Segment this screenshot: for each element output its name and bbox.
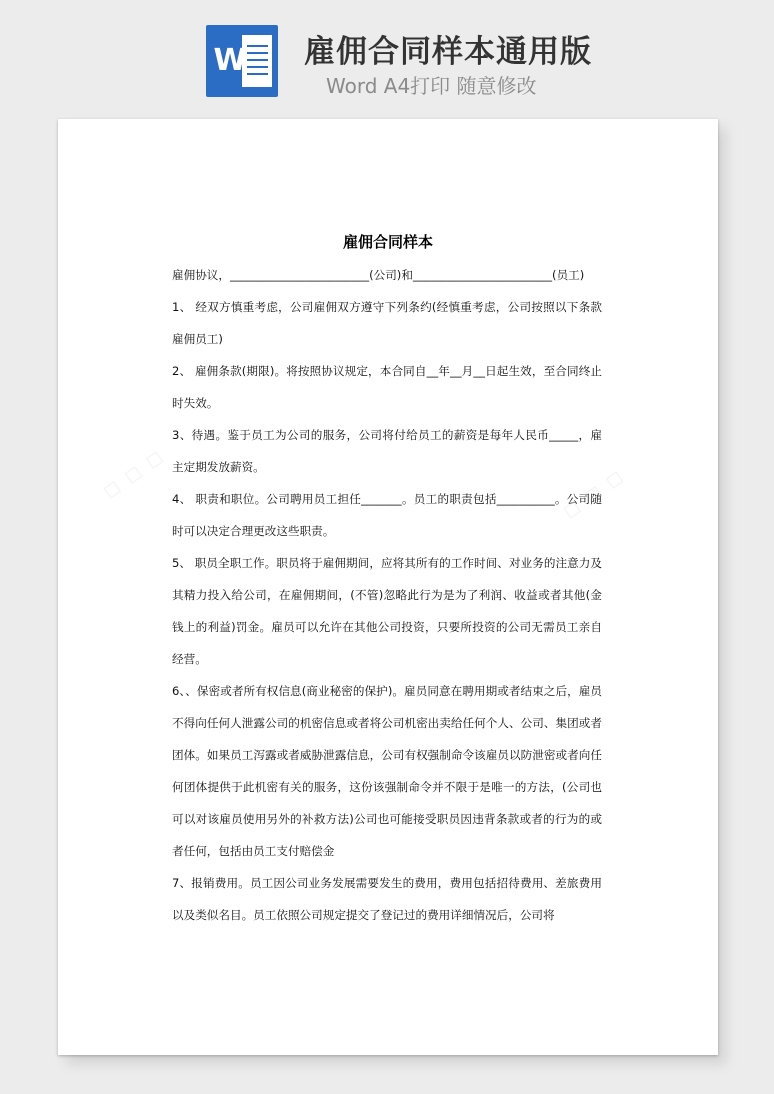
paragraph: 1、 经双方慎重考虑，公司雇佣双方遵守下列条约(经慎重考虑，公司按照以下条款雇佣员工) (172, 300, 602, 346)
word-icon (206, 25, 278, 97)
paragraph: 3、待遇。鉴于员工为公司的服务，公司将付给员工的薪资是每年人民币_____，雇主定期发放薪资。 (172, 428, 602, 474)
document-page (58, 119, 718, 1055)
word-icon-letter: W (213, 43, 247, 78)
document-title: 雇佣合同样本 (342, 233, 433, 251)
header-title: 雇佣合同样本通用版 (304, 34, 592, 70)
paragraph: 6、、保密或者所有权信息(商业秘密的保护)。雇员同意在聘用期或者结束之后，雇员不得向任何人泄露公司的机密信息或者将公司机密出卖给任何个人、公司、集团或者团体。如果员工泻露或者威胁泄露信息，公司有权强制命令该雇员以防泄密或者向任何团体提供于此机密有关的服务，这份该强制命令并不限于是唯一的方法，(公司也可以对该雇员使用另外的补救方法)公司也可能接受职员因违背条款或者的行为的或者任何，包括由员工支付赔偿金 (172, 684, 602, 858)
paragraph: 5、 职员全职工作。职员将于雇佣期间，应将其所有的工作时间、对业务的注意力及其精力投入给公司，在雇佣期间，(不管)忽略此行为是为了利润、收益或者其他(金钱上的利益)罚金。雇员可以允许在其他公司投资，只要所投资的公司无需员工亲自经营。 (172, 556, 602, 666)
header (0, 0, 774, 110)
header-subtitle: Word A4打印 随意修改 (326, 74, 537, 98)
paragraph: 7、报销费用。员工因公司业务发展需要发生的费用，费用包括招待费用、差旅费用以及类似名目。员工依照公司规定提交了登记过的费用详细情况后，公司将 (172, 876, 602, 922)
watermark (96, 442, 170, 506)
paragraph: 2、 雇佣条款(期限)。将按照协议规定，本合同自__年__月__日起生效，至合同终止时失效。 (172, 364, 602, 410)
paragraph: 雇佣协议，________________________(公司)和________________________(员工) (172, 268, 585, 282)
document-body (172, 259, 602, 931)
paragraph: 4、 职责和职位。公司聘用员工担任_______。员工的职责包括__________。公司随时可以决定合理更改这些职责。 (172, 492, 602, 538)
